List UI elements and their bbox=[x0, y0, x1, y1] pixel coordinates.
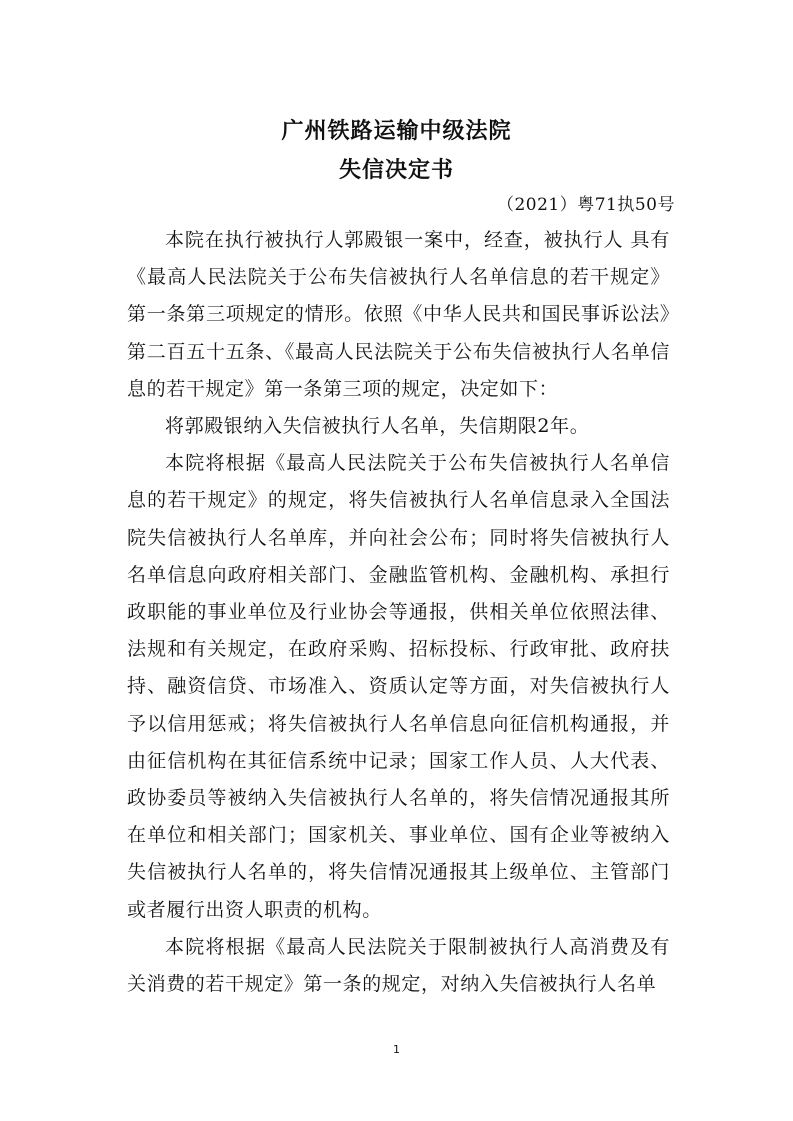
paragraph-decision: 将郭殿银纳入失信被执行人名单，失信期限2年。 bbox=[165, 415, 590, 438]
page-number: 1 bbox=[393, 1043, 400, 1056]
court-name: 广州铁路运输中级法院 bbox=[281, 119, 512, 144]
document-title: 失信决定书 bbox=[338, 158, 454, 183]
paragraph-consumption-restriction: 本院将根据《最高人民法院关于限制被执行人高消费及有关消费的若干规定》第一条的规定，对纳入失信被执行人名单 bbox=[127, 935, 670, 996]
case-number: （2021）粤71执50号 bbox=[496, 195, 675, 215]
paragraph-credit-punishment: 本院将根据《最高人民法院关于公布失信被执行人名单信息的若干规定》的规定，将失信被执行人名单信息录入全国法院失信被执行人名单库，并向社会公布；同时将失信被执行人名单信息向政府相关部门、金融监管机构、金融机构、承担行政职能的事业单位及行业协会等通报，供相关单位依照法律、法规和有关规定，在政府采购、招标投标、行政审批、政府扶持、融资信贷、市场准入、资质认定等方面，对失信被执行人予以信用惩戒；将失信被执行人名单信息向征信机构通报，并由征信机构在其征信系统中记录；国家工作人员、人大代表、政协委员等被纳入失信被执行人名单的，将失信情况通报其所在单位和相关部门；国家机关、事业单位、国有企业等被纳入失信被执行人名单的，将失信情况通报其上级单位、主管部门或者履行出资人职责的机构。 bbox=[127, 452, 670, 921]
document-body bbox=[127, 222, 670, 1003]
paragraph-findings: 本院在执行被执行人郭殿银一案中，经查，被执行人 具有《最高人民法院关于公布失信被执行人名单信息的若干规定》第一条第三项规定的情形。依照《中华人民共和国民事诉讼法》第二百五十五条、《最高人民法院关于公布失信被执行人名单信息的若干规定》第一条第三项的规定，决定如下： bbox=[127, 229, 670, 400]
